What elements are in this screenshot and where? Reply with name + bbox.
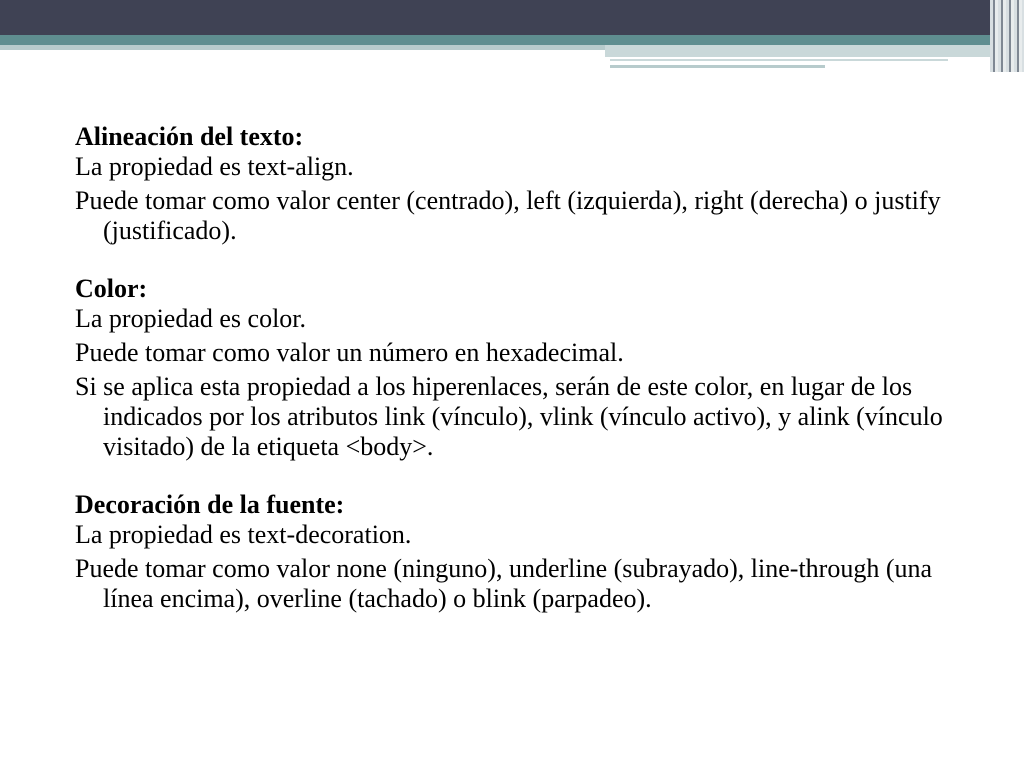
section-heading: Color: [75,274,148,303]
body-paragraph: La propiedad es text-decoration. [75,520,412,549]
text-section [75,122,975,246]
slide-body [75,122,975,642]
header-light-band [0,45,605,50]
section-heading: Alineación del texto: [75,122,304,151]
body-paragraph: Puede tomar como valor none (ninguno), underline (subrayado), line-through (una línea encima), overline (tachado) o blink (parpadeo). [75,554,933,613]
body-paragraph: La propiedad es text-align. [75,152,354,181]
body-paragraph: Si se aplica esta propiedad a los hiperenlaces, serán de este color, en lugar de los indicados por los atributos link (vínculo), vlink (vínculo activo), y alink (vínculo visitado) de la etiqueta <body>. [75,372,943,461]
body-paragraph: La propiedad es color. [75,304,307,333]
header-thin-line-1 [610,59,948,61]
section-heading: Decoración de la fuente: [75,490,345,519]
body-paragraph: Puede tomar como valor un número en hexadecimal. [75,338,624,367]
header-thin-line-2 [610,65,825,68]
slide-header-decoration [0,0,1024,72]
header-corner-stripes [990,0,1024,72]
body-paragraph: Puede tomar como valor center (centrado), left (izquierda), right (derecha) o justify (justificado). [75,186,941,245]
text-section [75,274,975,462]
header-dark-band [0,0,1024,35]
header-teal-band [0,35,1024,45]
header-light-stripe [605,45,1024,57]
text-section [75,490,975,614]
